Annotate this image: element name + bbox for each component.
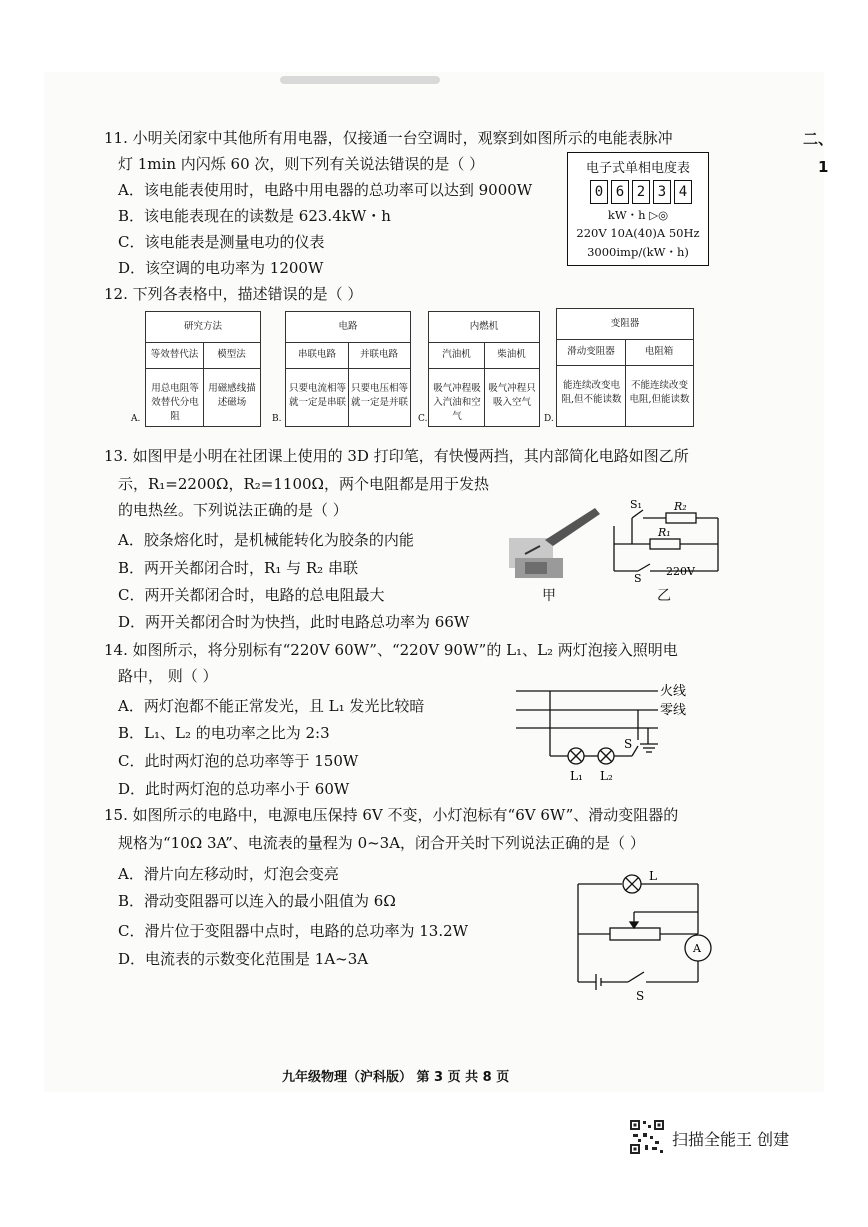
q12-table-c bbox=[428, 311, 540, 427]
ammeter-icon: A bbox=[693, 942, 701, 955]
label-live-wire: 火线 bbox=[660, 684, 687, 699]
caption-jia: 甲 bbox=[542, 588, 556, 604]
meter-digit: 0 bbox=[590, 180, 608, 204]
meter-spec-1: 220V 10A(40)A 50Hz bbox=[576, 226, 700, 240]
meter-digits bbox=[590, 180, 695, 204]
meter-digit: 2 bbox=[632, 180, 650, 204]
label-r2: R₂ bbox=[674, 500, 687, 513]
q13-stem-1: 13. 如图甲是小明在社团课上使用的 3D 打印笔，有快慢两挡，其内部简化电路如图乙所 bbox=[104, 447, 689, 465]
label-switch-s: S bbox=[624, 737, 633, 751]
table-col: 柴油机 bbox=[484, 342, 539, 369]
q14-circuit-diagram bbox=[512, 680, 702, 790]
q14-option-a: A．两灯泡都不能正常发光，且 L₁ 发光比较暗 bbox=[118, 697, 425, 715]
q15-option-a: A．滑片向左移动时，灯泡会变亮 bbox=[118, 865, 339, 883]
qr-code-icon bbox=[629, 1119, 665, 1155]
section-mark: 二、 bbox=[803, 130, 834, 148]
label-s1: S₁ bbox=[630, 498, 642, 511]
label-switch-s: S bbox=[636, 989, 645, 1003]
table-col: 电阻箱 bbox=[625, 339, 693, 366]
q13-option-a: A．胶条熔化时，是机械能转化为胶条的内能 bbox=[118, 531, 414, 549]
q12-table-b bbox=[285, 311, 411, 427]
q14-stem-2: 路中， 则（ ） bbox=[118, 667, 218, 685]
q12-stem: 12. 下列各表格中，描述错误的是（ ） bbox=[104, 285, 363, 303]
table-header: 变阻器 bbox=[557, 309, 693, 340]
q15-option-c: C．滑片位于变阻器中点时，电路的总功率为 13.2W bbox=[118, 922, 469, 940]
table-cell: 吸气冲程吸入汽油和空气 bbox=[433, 383, 481, 422]
q11-stem-1: 11. 小明关闭家中其他所有用电器，仅接通一台空调时，观察到如图所示的电能表脉冲 bbox=[104, 129, 673, 147]
q13-stem-2: 示，R₁=2200Ω，R₂=1100Ω，两个电阻都是用于发热 bbox=[118, 475, 489, 493]
scanner-watermark: 扫描全能王 创建 bbox=[672, 1130, 790, 1149]
meter-unit: kW・h ▷◎ bbox=[607, 208, 669, 222]
table-col: 并联电路 bbox=[348, 342, 410, 369]
q15-stem-1: 15. 如图所示的电路中，电源电压保持 6V 不变，小灯泡标有“6V 6W”、滑动变阻器的 bbox=[104, 806, 679, 824]
label-s: S bbox=[634, 572, 642, 585]
q12-option-c-label: C. bbox=[418, 414, 428, 424]
q14-stem-1: 14. 如图所示，将分别标有“220V 60W”、“220V 90W”的 L₁、L₂ 两灯泡接入照明电 bbox=[104, 641, 678, 659]
q13-option-d: D．两开关都闭合时为快挡，此时电路总功率为 66W bbox=[118, 613, 470, 631]
table-col: 汽油机 bbox=[429, 342, 484, 369]
meter-digit: 3 bbox=[653, 180, 671, 204]
scan-shadow bbox=[280, 76, 440, 84]
q15-option-b: B．滑动变阻器可以连入的最小阻值为 6Ω bbox=[118, 892, 396, 910]
pen-body bbox=[545, 508, 600, 546]
q13-stem-3: 的电热丝。下列说法正确的是（ ） bbox=[118, 501, 348, 519]
q12-table-a bbox=[145, 311, 261, 427]
table-col: 滑动变阻器 bbox=[557, 339, 625, 366]
table-cell: 只要电流相等就一定是串联 bbox=[289, 383, 347, 408]
q14-option-b: B．L₁、L₂ 的电功率之比为 2:3 bbox=[118, 724, 330, 742]
q11-option-c: C．该电能表是测量电功的仪表 bbox=[118, 233, 325, 251]
table-col: 等效替代法 bbox=[146, 342, 203, 369]
table-cell: 用总电阻等效替代分电阻 bbox=[151, 383, 199, 422]
q11-stem-2: 灯 1min 内闪烁 60 次，则下列有关说法错误的是（ ） bbox=[118, 155, 485, 173]
table-cell: 用磁感线描述磁场 bbox=[208, 383, 256, 408]
q14-option-c: C．此时两灯泡的总功率等于 150W bbox=[118, 752, 359, 770]
3d-pen-picture bbox=[505, 500, 605, 600]
q12-option-d-label: D. bbox=[544, 414, 554, 424]
table-col: 串联电路 bbox=[286, 342, 348, 369]
label-neutral-wire: 零线 bbox=[660, 703, 687, 718]
q13-option-c: C．两开关都闭合时，电路的总电阻最大 bbox=[118, 586, 385, 604]
q11-option-a: A．该电能表使用时，电路中用电器的总功率可以达到 9000W bbox=[118, 181, 533, 199]
q13-circuit-diagram bbox=[610, 496, 730, 588]
table-header: 电路 bbox=[286, 312, 410, 343]
meter-spec-2: 3000imp/(kW・h) bbox=[587, 245, 689, 259]
q11-option-d: D．该空调的电功率为 1200W bbox=[118, 259, 324, 277]
label-l1: L₁ bbox=[570, 769, 583, 783]
side-digit: 1 bbox=[818, 158, 829, 176]
q15-option-d: D．电流表的示数变化范围是 1A~3A bbox=[118, 950, 369, 968]
q15-circuit-diagram bbox=[570, 864, 720, 1004]
table-cell: 吸气冲程只吸入空气 bbox=[488, 383, 536, 408]
table-cell: 只要电压相等就一定是并联 bbox=[351, 383, 409, 408]
q12-option-a-label: A. bbox=[131, 414, 141, 424]
meter-digit: 4 bbox=[674, 180, 692, 204]
q13-option-b: B．两开关都闭合时，R₁ 与 R₂ 串联 bbox=[118, 559, 358, 577]
caption-yi: 乙 bbox=[657, 588, 671, 604]
page-footer: 九年级物理（沪科版） 第 3 页 共 8 页 bbox=[282, 1070, 510, 1085]
q15-stem-2: 规格为“10Ω 3A”、电流表的量程为 0~3A，闭合开关时下列说法正确的是（ ） bbox=[118, 834, 645, 852]
table-header: 研究方法 bbox=[146, 312, 260, 343]
label-r1: R₁ bbox=[658, 526, 671, 539]
meter-digit: 6 bbox=[611, 180, 629, 204]
label-lamp-l: L bbox=[649, 869, 657, 883]
q12-option-b-label: B. bbox=[272, 414, 282, 424]
q12-table-d bbox=[556, 308, 694, 427]
energy-meter-figure bbox=[567, 152, 709, 266]
meter-title: 电子式单相电度表 bbox=[585, 161, 690, 176]
table-cell: 不能连续改变电阻,但能读数 bbox=[629, 380, 690, 405]
q11-option-b: B．该电能表现在的读数是 623.4kW・h bbox=[118, 207, 391, 225]
table-col: 模型法 bbox=[203, 342, 260, 369]
label-l2: L₂ bbox=[600, 769, 613, 783]
label-220v: 220V bbox=[666, 565, 695, 578]
q14-option-d: D．此时两灯泡的总功率小于 60W bbox=[118, 780, 350, 798]
table-cell: 能连续改变电阻,但不能读数 bbox=[561, 380, 622, 405]
table-header: 内燃机 bbox=[429, 312, 539, 343]
